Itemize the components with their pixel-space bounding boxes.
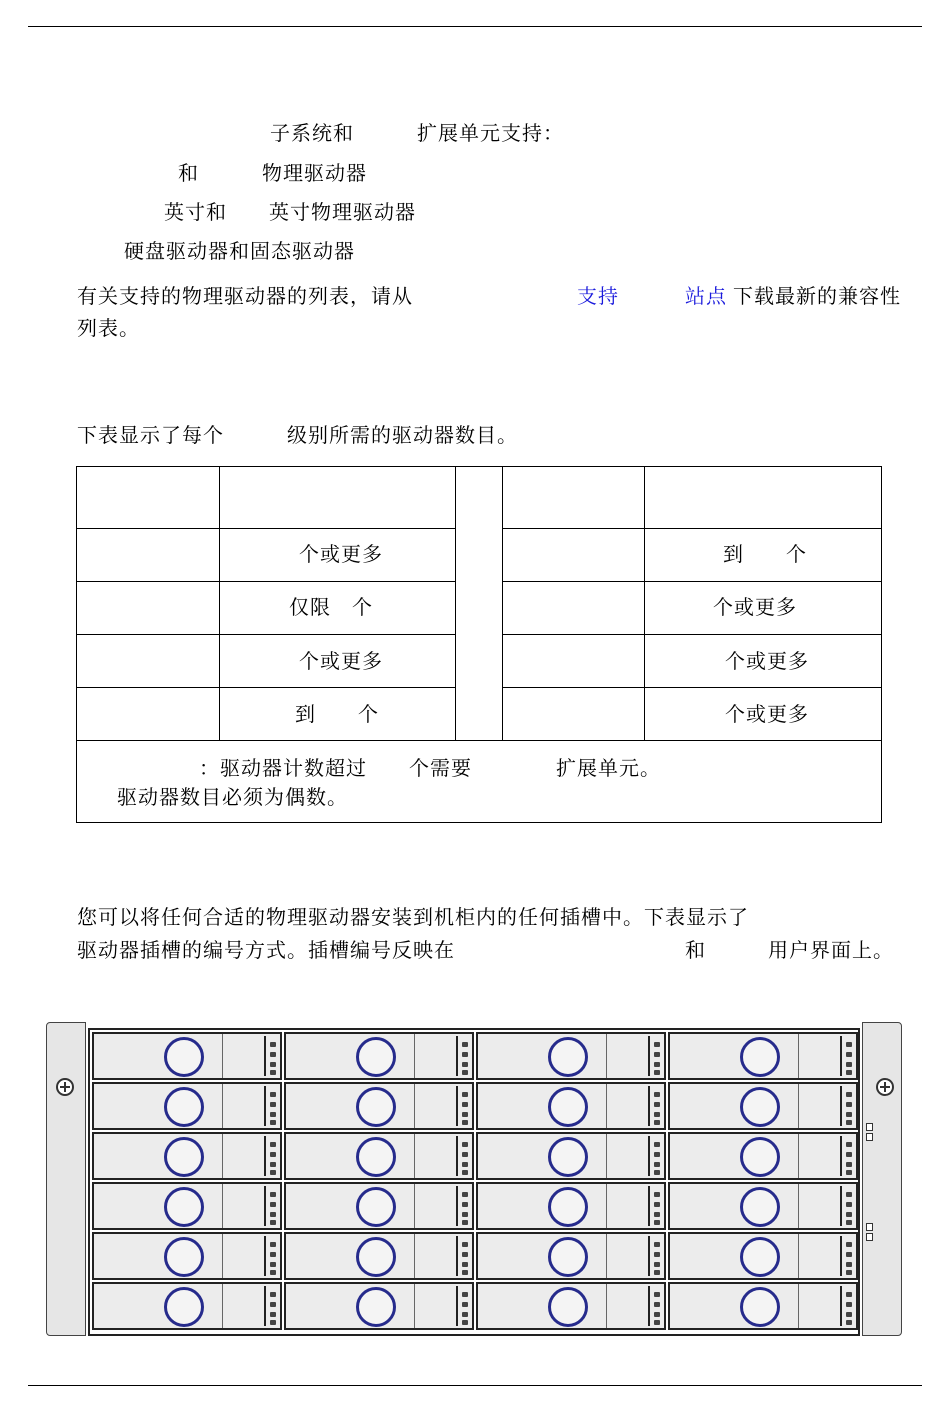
drive-slot[interactable] bbox=[668, 1182, 858, 1230]
drive-latch bbox=[606, 1284, 607, 1328]
led-icon bbox=[654, 1312, 660, 1317]
led-icon bbox=[654, 1112, 660, 1117]
support-link[interactable]: 支持 bbox=[577, 284, 619, 308]
raid-intro: 下表显示了每个 级别所需的驱动器数目。 bbox=[77, 423, 518, 447]
led-icon bbox=[462, 1162, 468, 1167]
drive-slot[interactable] bbox=[284, 1232, 474, 1280]
bottom-rule bbox=[28, 1385, 922, 1386]
drive-latch bbox=[414, 1134, 415, 1178]
led-icon bbox=[462, 1042, 468, 1047]
drive-slot[interactable] bbox=[668, 1232, 858, 1280]
screw-icon bbox=[56, 1078, 74, 1096]
led-strip bbox=[456, 1286, 474, 1326]
drive-handle-icon[interactable] bbox=[164, 1187, 204, 1227]
drive-handle-icon[interactable] bbox=[356, 1237, 396, 1277]
led-icon bbox=[846, 1052, 852, 1057]
led-icon bbox=[846, 1042, 852, 1047]
led-strip bbox=[264, 1036, 282, 1076]
led-strip bbox=[648, 1036, 666, 1076]
led-icon bbox=[846, 1192, 852, 1197]
drive-handle-icon[interactable] bbox=[356, 1087, 396, 1127]
drive-handle-icon[interactable] bbox=[740, 1187, 780, 1227]
led-icon bbox=[654, 1202, 660, 1207]
led-icon bbox=[846, 1170, 852, 1175]
right-ear bbox=[862, 1022, 902, 1336]
drive-latch bbox=[222, 1234, 223, 1278]
drive-handle-icon[interactable] bbox=[548, 1087, 588, 1127]
drive-slot[interactable] bbox=[476, 1032, 666, 1080]
drive-latch bbox=[798, 1034, 799, 1078]
led-strip bbox=[264, 1186, 282, 1226]
slot-line-2a: 驱动器插槽的编号方式。插槽编号反映在 bbox=[77, 938, 455, 962]
led-strip bbox=[648, 1236, 666, 1276]
drive-slot[interactable] bbox=[476, 1182, 666, 1230]
drive-latch bbox=[798, 1284, 799, 1328]
drive-handle-icon[interactable] bbox=[548, 1237, 588, 1277]
compat-text-a: 有关支持的物理驱动器的列表，请从 bbox=[77, 284, 413, 308]
led-icon bbox=[654, 1192, 660, 1197]
led-strip bbox=[648, 1136, 666, 1176]
led-icon bbox=[462, 1252, 468, 1257]
led-icon bbox=[270, 1192, 276, 1197]
led-strip bbox=[840, 1286, 858, 1326]
led-icon bbox=[846, 1152, 852, 1157]
led-icon bbox=[846, 1202, 852, 1207]
table-cell: 个或更多 bbox=[713, 595, 797, 619]
top-rule bbox=[28, 26, 922, 27]
drive-latch bbox=[414, 1034, 415, 1078]
led-icon bbox=[846, 1092, 852, 1097]
led-icon bbox=[846, 1062, 852, 1067]
drive-latch bbox=[606, 1134, 607, 1178]
led-strip bbox=[456, 1036, 474, 1076]
led-icon bbox=[270, 1292, 276, 1297]
led-icon bbox=[462, 1242, 468, 1247]
led-icon bbox=[270, 1170, 276, 1175]
led-icon bbox=[654, 1102, 660, 1107]
led-icon bbox=[270, 1312, 276, 1317]
led-icon bbox=[654, 1142, 660, 1147]
led-strip bbox=[264, 1086, 282, 1126]
table-note-1: ：驱动器计数超过 个需要 扩展单元。 bbox=[199, 756, 661, 780]
led-icon bbox=[462, 1142, 468, 1147]
led-icon bbox=[654, 1120, 660, 1125]
led-icon bbox=[654, 1242, 660, 1247]
led-icon bbox=[270, 1302, 276, 1307]
led-icon bbox=[270, 1052, 276, 1057]
drive-handle-icon[interactable] bbox=[356, 1287, 396, 1327]
raid-drive-table bbox=[76, 466, 882, 823]
drive-latch bbox=[414, 1084, 415, 1128]
led-icon bbox=[462, 1112, 468, 1117]
led-icon bbox=[462, 1192, 468, 1197]
drive-latch bbox=[414, 1184, 415, 1228]
led-icon bbox=[462, 1070, 468, 1075]
table-cell: 个或更多 bbox=[299, 542, 383, 566]
led-icon bbox=[270, 1062, 276, 1067]
led-icon bbox=[462, 1202, 468, 1207]
led-icon bbox=[654, 1170, 660, 1175]
led-icon bbox=[846, 1270, 852, 1275]
indicator-icon bbox=[866, 1223, 873, 1231]
led-icon bbox=[462, 1262, 468, 1267]
drive-handle-icon[interactable] bbox=[740, 1087, 780, 1127]
left-ear bbox=[46, 1022, 86, 1336]
led-icon bbox=[270, 1252, 276, 1257]
drive-latch bbox=[798, 1084, 799, 1128]
led-icon bbox=[846, 1162, 852, 1167]
led-icon bbox=[654, 1320, 660, 1325]
led-icon bbox=[846, 1252, 852, 1257]
table-cell: 仅限 个 bbox=[289, 595, 373, 619]
led-icon bbox=[654, 1292, 660, 1297]
drive-slot[interactable] bbox=[476, 1082, 666, 1130]
led-icon bbox=[846, 1142, 852, 1147]
led-icon bbox=[270, 1320, 276, 1325]
led-icon bbox=[654, 1062, 660, 1067]
led-icon bbox=[462, 1270, 468, 1275]
drive-slot[interactable] bbox=[284, 1082, 474, 1130]
drive-latch bbox=[798, 1184, 799, 1228]
compat-text-c: 列表。 bbox=[77, 316, 140, 340]
bullet-1: 和 物理驱动器 bbox=[178, 161, 367, 185]
site-link[interactable]: 站点 bbox=[685, 284, 727, 308]
led-strip bbox=[648, 1086, 666, 1126]
led-icon bbox=[270, 1152, 276, 1157]
led-icon bbox=[270, 1202, 276, 1207]
led-icon bbox=[270, 1262, 276, 1267]
drive-handle-icon[interactable] bbox=[740, 1287, 780, 1327]
drive-handle-icon[interactable] bbox=[356, 1037, 396, 1077]
led-strip bbox=[840, 1236, 858, 1276]
led-strip bbox=[456, 1136, 474, 1176]
drive-handle-icon[interactable] bbox=[740, 1137, 780, 1177]
led-strip bbox=[840, 1186, 858, 1226]
led-icon bbox=[846, 1320, 852, 1325]
led-icon bbox=[270, 1220, 276, 1225]
drive-slot[interactable] bbox=[476, 1232, 666, 1280]
drive-slot[interactable] bbox=[668, 1082, 858, 1130]
led-strip bbox=[648, 1186, 666, 1226]
led-icon bbox=[462, 1302, 468, 1307]
led-icon bbox=[270, 1070, 276, 1075]
led-icon bbox=[846, 1302, 852, 1307]
drive-bay-grid bbox=[88, 1028, 860, 1336]
led-icon bbox=[462, 1152, 468, 1157]
drive-handle-icon[interactable] bbox=[548, 1037, 588, 1077]
led-icon bbox=[270, 1212, 276, 1217]
led-icon bbox=[846, 1212, 852, 1217]
led-icon bbox=[270, 1242, 276, 1247]
led-icon bbox=[270, 1112, 276, 1117]
slot-line-2c: 用户界面上。 bbox=[768, 938, 894, 962]
drive-handle-icon[interactable] bbox=[548, 1287, 588, 1327]
drive-slot[interactable] bbox=[284, 1032, 474, 1080]
drive-latch bbox=[222, 1034, 223, 1078]
led-icon bbox=[462, 1320, 468, 1325]
table-cell: 个或更多 bbox=[725, 649, 809, 673]
led-icon bbox=[846, 1312, 852, 1317]
drive-latch bbox=[222, 1284, 223, 1328]
screw-icon bbox=[876, 1078, 894, 1096]
led-icon bbox=[846, 1242, 852, 1247]
led-strip bbox=[648, 1286, 666, 1326]
drive-slot[interactable] bbox=[92, 1232, 282, 1280]
drive-slot[interactable] bbox=[668, 1282, 858, 1330]
drive-handle-icon[interactable] bbox=[164, 1287, 204, 1327]
led-icon bbox=[654, 1070, 660, 1075]
led-icon bbox=[462, 1092, 468, 1097]
led-strip bbox=[840, 1136, 858, 1176]
drive-handle-icon[interactable] bbox=[740, 1037, 780, 1077]
drive-latch bbox=[222, 1084, 223, 1128]
led-icon bbox=[846, 1070, 852, 1075]
led-icon bbox=[270, 1042, 276, 1047]
drive-handle-icon[interactable] bbox=[356, 1187, 396, 1227]
led-icon bbox=[462, 1220, 468, 1225]
led-icon bbox=[654, 1092, 660, 1097]
drive-handle-icon[interactable] bbox=[164, 1087, 204, 1127]
drive-handle-icon[interactable] bbox=[740, 1237, 780, 1277]
led-icon bbox=[654, 1220, 660, 1225]
led-icon bbox=[462, 1170, 468, 1175]
drive-slot[interactable] bbox=[92, 1282, 282, 1330]
led-icon bbox=[654, 1270, 660, 1275]
led-icon bbox=[654, 1262, 660, 1267]
drive-latch bbox=[606, 1234, 607, 1278]
led-icon bbox=[846, 1262, 852, 1267]
led-icon bbox=[462, 1052, 468, 1057]
led-icon bbox=[846, 1102, 852, 1107]
indicator-icon bbox=[866, 1123, 873, 1131]
indicator-icon bbox=[866, 1133, 873, 1141]
drive-handle-icon[interactable] bbox=[548, 1137, 588, 1177]
led-icon bbox=[654, 1162, 660, 1167]
led-strip bbox=[456, 1186, 474, 1226]
drive-latch bbox=[606, 1034, 607, 1078]
bullet-3: 硬盘驱动器和固态驱动器 bbox=[124, 239, 355, 263]
led-strip bbox=[456, 1086, 474, 1126]
drive-handle-icon[interactable] bbox=[356, 1137, 396, 1177]
led-icon bbox=[654, 1042, 660, 1047]
led-strip bbox=[840, 1086, 858, 1126]
drive-latch bbox=[798, 1234, 799, 1278]
enclosure-front-view bbox=[46, 1022, 904, 1340]
drive-slot[interactable] bbox=[92, 1132, 282, 1180]
led-icon bbox=[654, 1152, 660, 1157]
drive-slot[interactable] bbox=[668, 1032, 858, 1080]
led-strip bbox=[840, 1036, 858, 1076]
led-icon bbox=[462, 1062, 468, 1067]
drive-slot[interactable] bbox=[284, 1182, 474, 1230]
indicator-icon bbox=[866, 1233, 873, 1241]
table-cell: 个或更多 bbox=[299, 649, 383, 673]
led-icon bbox=[270, 1270, 276, 1275]
drive-slot[interactable] bbox=[92, 1082, 282, 1130]
led-icon bbox=[270, 1120, 276, 1125]
drive-handle-icon[interactable] bbox=[164, 1237, 204, 1277]
led-icon bbox=[462, 1102, 468, 1107]
table-note-2: 驱动器数目必须为偶数。 bbox=[117, 785, 348, 809]
drive-slot[interactable] bbox=[668, 1132, 858, 1180]
support-line: 子系统和 扩展单元支持： bbox=[270, 121, 564, 145]
drive-slot[interactable] bbox=[284, 1282, 474, 1330]
led-icon bbox=[462, 1312, 468, 1317]
slot-line-2b: 和 bbox=[685, 938, 706, 962]
led-icon bbox=[270, 1162, 276, 1167]
led-icon bbox=[462, 1292, 468, 1297]
led-icon bbox=[462, 1212, 468, 1217]
drive-slot[interactable] bbox=[92, 1032, 282, 1080]
drive-handle-icon[interactable] bbox=[164, 1037, 204, 1077]
led-icon bbox=[846, 1112, 852, 1117]
led-strip bbox=[456, 1236, 474, 1276]
led-icon bbox=[270, 1102, 276, 1107]
drive-handle-icon[interactable] bbox=[548, 1187, 588, 1227]
led-icon bbox=[846, 1292, 852, 1297]
drive-latch bbox=[414, 1234, 415, 1278]
led-icon bbox=[654, 1302, 660, 1307]
led-icon bbox=[654, 1052, 660, 1057]
table-cell: 到 个 bbox=[295, 702, 379, 726]
drive-latch bbox=[606, 1184, 607, 1228]
drive-handle-icon[interactable] bbox=[164, 1137, 204, 1177]
slot-line-1: 您可以将任何合适的物理驱动器安装到机柜内的任何插槽中。下表显示了 bbox=[77, 905, 749, 929]
drive-latch bbox=[606, 1084, 607, 1128]
drive-latch bbox=[798, 1134, 799, 1178]
led-icon bbox=[654, 1252, 660, 1257]
drive-slot[interactable] bbox=[476, 1282, 666, 1330]
led-strip bbox=[264, 1236, 282, 1276]
led-icon bbox=[462, 1120, 468, 1125]
drive-latch bbox=[222, 1134, 223, 1178]
drive-slot[interactable] bbox=[284, 1132, 474, 1180]
drive-latch bbox=[414, 1284, 415, 1328]
drive-latch bbox=[222, 1184, 223, 1228]
drive-slot[interactable] bbox=[92, 1182, 282, 1230]
table-cell: 到 个 bbox=[723, 542, 807, 566]
led-icon bbox=[654, 1212, 660, 1217]
led-icon bbox=[270, 1092, 276, 1097]
bullet-2: 英寸和 英寸物理驱动器 bbox=[164, 200, 416, 224]
led-strip bbox=[264, 1136, 282, 1176]
drive-slot[interactable] bbox=[476, 1132, 666, 1180]
led-icon bbox=[270, 1142, 276, 1147]
compat-text-b: 下载最新的兼容性 bbox=[733, 284, 901, 308]
led-strip bbox=[264, 1286, 282, 1326]
table-cell: 个或更多 bbox=[725, 702, 809, 726]
led-icon bbox=[846, 1120, 852, 1125]
led-icon bbox=[846, 1220, 852, 1225]
